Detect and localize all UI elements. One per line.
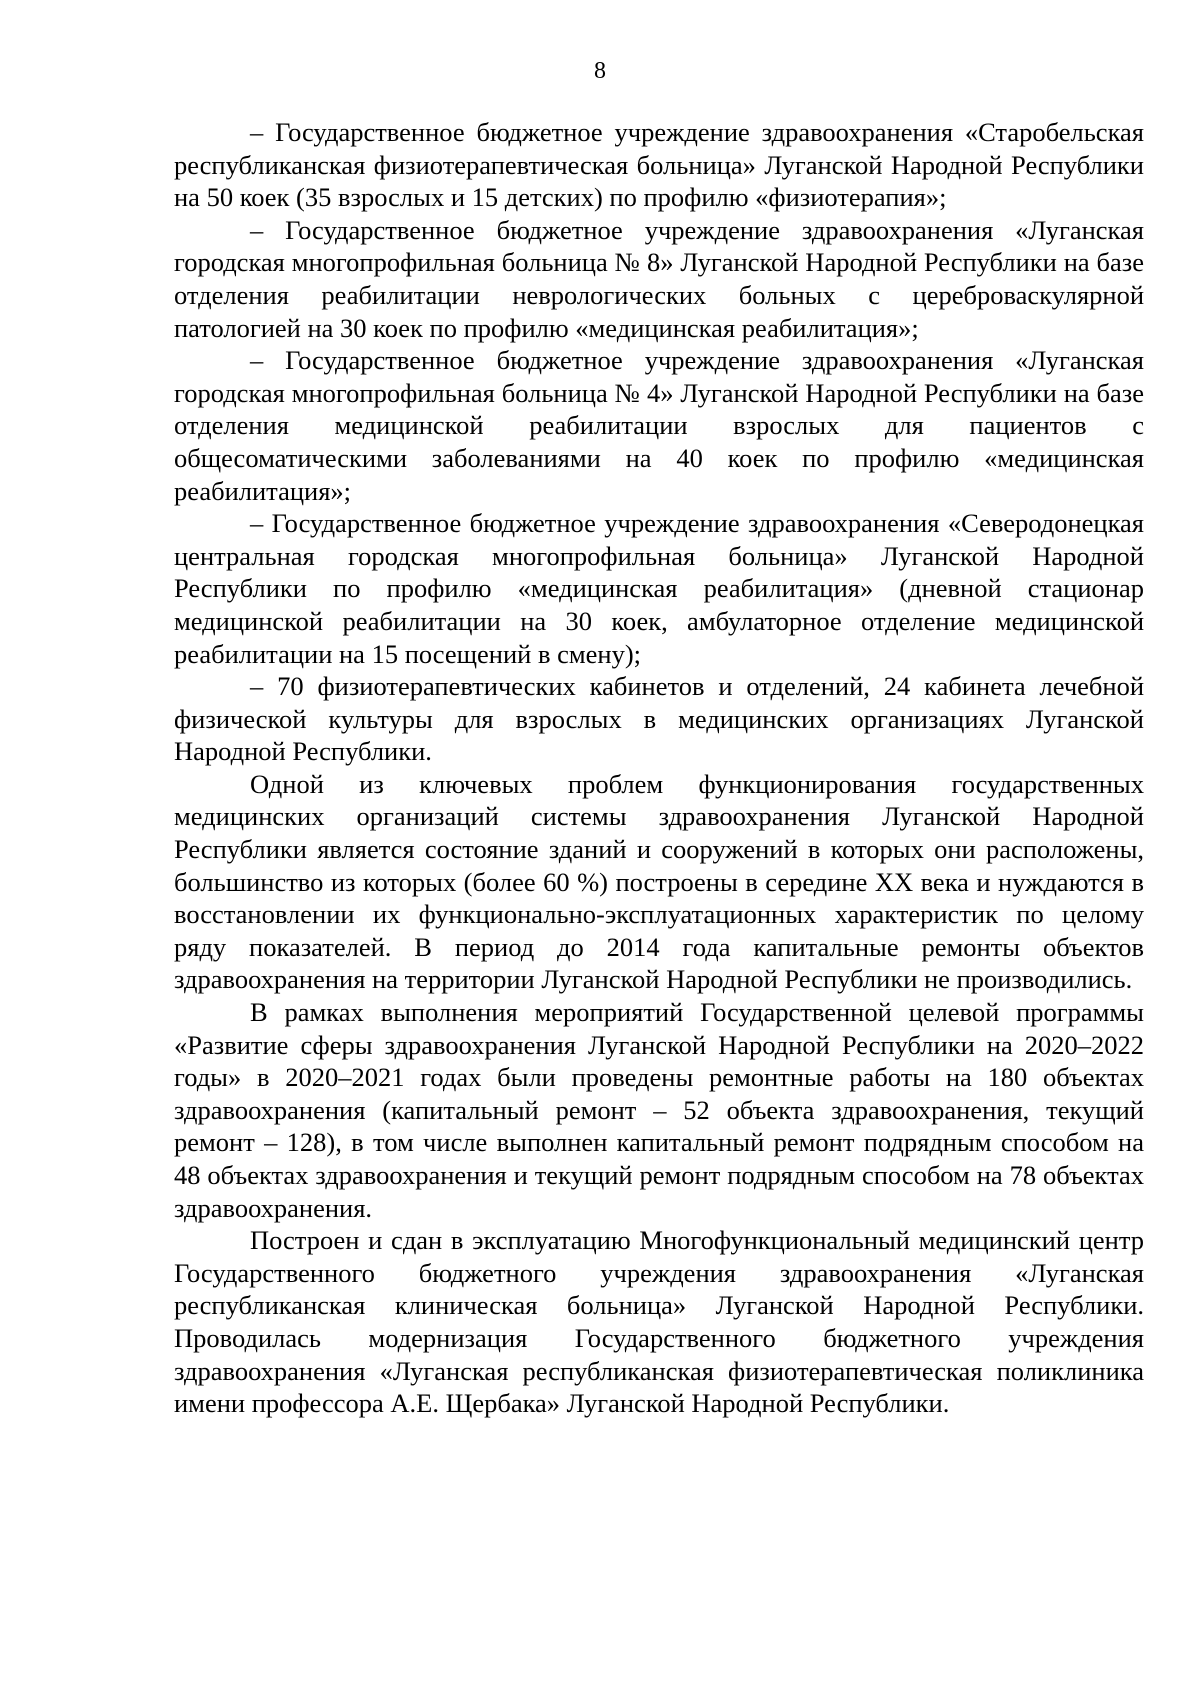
document-body bbox=[174, 116, 1144, 1420]
paragraph-physiotherapy-rooms: – 70 физиотерапевтических кабинетов и отделений, 24 кабинета лечебной физической культуры для взрослых в медицинских организациях Луганской Народной Республики. bbox=[174, 671, 1144, 767]
paragraph-repair-program: В рамках выполнения мероприятий Государственной целевой программы «Развитие сферы здравоохранения Луганской Народной Республики на 2020–2022 годы» в 2020–2021 годах были проведены ремонтные работы на 180 объектах здравоохранения (капитальный ремонт – 52 объекта здравоохранения, текущий ремонт – 128), в том числе выполнен капитальный ремонт подрядным способом на 48 объектах здравоохранения и текущий ремонт подрядным способом на 78 объектах здравоохранения. bbox=[174, 997, 1144, 1223]
paragraph-hospital-no8: – Государственное бюджетное учреждение здравоохранения «Луганская городская многопрофильная больница № 8» Луганской Народной Республики на базе отделения реабилитации неврологических больных с цереброваскулярной патологией на 30 коек по профилю «медицинская реабилитация»; bbox=[174, 214, 1144, 343]
paragraph-severodonetsk-hospital: – Государственное бюджетное учреждение здравоохранения «Северодонецкая центральная городская многопрофильная больница» Луганской Народной Республики по профилю «медицинская реабилитация» (дневной стационар медицинской реабилитации на 30 коек, амбулаторное отделение медицинской реабилитации на 15 посещений в смену); bbox=[174, 508, 1144, 669]
paragraph-starobelsk-hospital: – Государственное бюджетное учреждение здравоохранения «Старобельская республиканская физиотерапевтическая больница» Луганской Народной Республики на 50 коек (35 взрослых и 15 детских) по профилю «физиотерапия»; bbox=[174, 117, 1144, 213]
paragraph-medical-center: Построен и сдан в эксплуатацию Многофункциональный медицинский центр Государственного бюджетного учреждения здравоохранения «Луганская республиканская клиническая больница» Луганской Народной Республики. Проводилась модернизация Государственного бюджетного учреждения здравоохранения «Луганская республиканская физиотерапевтическая поликлиника имени профессора А.Е. Щербака» Луганской Народной Республики. bbox=[174, 1225, 1144, 1419]
page-number: 8 bbox=[594, 58, 606, 84]
paragraph-hospital-no4: – Государственное бюджетное учреждение здравоохранения «Луганская городская многопрофильная больница № 4» Луганской Народной Республики на базе отделения медицинской реабилитации взрослых для пациентов с общесоматическими заболеваниями на 40 коек по профилю «медицинская реабилитация»; bbox=[174, 345, 1144, 506]
paragraph-buildings-problem: Одной из ключевых проблем функционирования государственных медицинских организаций системы здравоохранения Луганской Народной Республики является состояние зданий и сооружений в которых они расположены, большинство из которых (более 60 %) построены в середине XX века и нуждаются в восстановлении их функционально-эксплуатационных характеристик по целому ряду показателей. В период до 2014 года капитальные ремонты объектов здравоохранения на территории Луганской Народной Республики не производились. bbox=[174, 768, 1144, 995]
